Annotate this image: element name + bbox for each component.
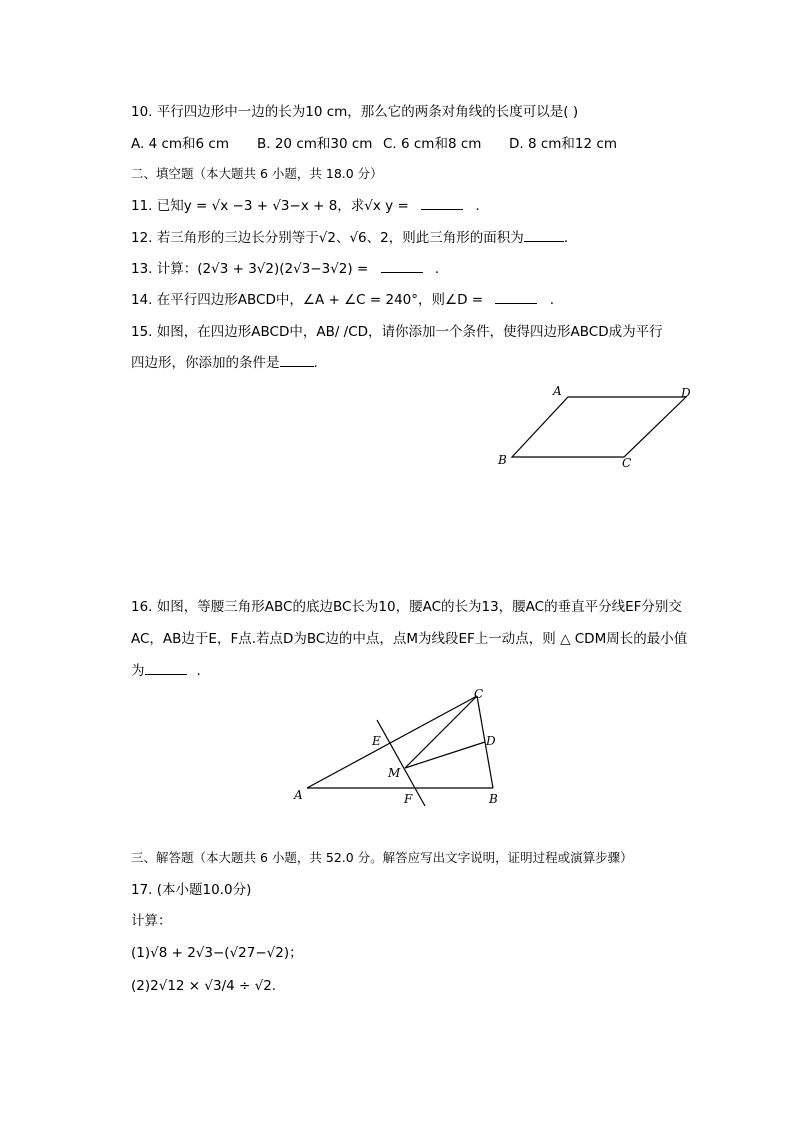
- q12-text: 12. 若三角形的三边长分别等于√2、√6、2，则此三角形的面积为: [131, 230, 524, 246]
- q16-label-m: M: [388, 766, 401, 780]
- q16-perpendicular-bisector-ef: [377, 720, 425, 806]
- q12-tail: .: [563, 230, 569, 246]
- q13: [131, 259, 439, 279]
- q15-label-b: B: [498, 453, 507, 467]
- q15-label-c: C: [622, 456, 632, 470]
- q17-part1: (1)√8 + 2√3−(√27−√2)；: [131, 945, 303, 961]
- q15-parallelogram-figure: [490, 380, 710, 480]
- q16-line1: 16. 如图，等腰三角形ABC的底边BC长为10，腰AC的长为13，腰AC的垂直平分线EF分别交: [131, 599, 682, 615]
- q16-triangle-figure: [280, 680, 520, 820]
- q15-answer-blank: [280, 354, 314, 367]
- q12: [131, 228, 568, 248]
- q15-text: 四边形，你添加的条件是: [131, 355, 280, 371]
- q16-label-c: C: [474, 687, 484, 701]
- q15-line1: 15. 如图，在四边形ABCD中，AB/ /CD，请你添加一个条件，使得四边形ABCD成为平行: [131, 324, 663, 340]
- q10-option-d: D. 8 cm和12 cm: [509, 136, 617, 152]
- q17-intro: 计算：: [131, 913, 172, 929]
- q13-answer-blank: [381, 260, 423, 273]
- q10-options: [131, 134, 617, 154]
- q17-part2: (2)2√12 × √3/4 ÷ √2.: [131, 978, 277, 994]
- q14-tail: .: [549, 292, 555, 308]
- q15-label-d: D: [681, 386, 691, 400]
- q16-line2: AC，AB边于E，F点.若点D为BC边的中点，点M为线段EF上一动点，则 △ CDM周长的最小值: [131, 631, 688, 647]
- q16-line3: [131, 661, 201, 681]
- q14-answer-blank: [495, 291, 537, 304]
- q11: [131, 196, 480, 216]
- q14: [131, 290, 554, 310]
- q15-tail: .: [313, 355, 318, 371]
- q11-answer-blank: [421, 197, 463, 210]
- q16-answer-blank: [145, 662, 187, 675]
- section2-heading: 二、填空题（本大题共 6 小题，共 18.0 分）: [131, 166, 383, 181]
- q13-text: 13. 计算：(2√3 + 3√2)(2√3−3√2) =: [131, 261, 369, 277]
- q11-tail: .: [475, 198, 480, 214]
- q16-label-d: D: [486, 734, 496, 748]
- q11-text: 11. 已知y = √x −3 + √3−x + 8，求√x y =: [131, 198, 409, 214]
- q15-line2: [131, 353, 318, 373]
- q10-stem: 10. 平行四边形中一边的长为10 cm，那么它的两条对角线的长度可以是( ): [131, 104, 579, 120]
- q15-parallelogram: [512, 397, 686, 457]
- q13-tail: .: [434, 261, 440, 277]
- q10-option-a: A. 4 cm和6 cm: [131, 136, 229, 152]
- q10-option-b: B. 20 cm和30 cm: [257, 136, 373, 152]
- q16-text: 为: [131, 663, 145, 679]
- q16-segment-mc: [405, 696, 477, 768]
- q15-label-a: A: [553, 384, 562, 398]
- q17-title: 17. (本小题10.0分): [131, 882, 252, 898]
- q16-label-e: E: [372, 734, 381, 748]
- q12-answer-blank: [524, 229, 564, 242]
- q16-tail: .: [196, 663, 201, 679]
- q16-segment-md: [405, 742, 485, 768]
- q10-option-c: C. 6 cm和8 cm: [383, 136, 482, 152]
- q16-label-b: B: [489, 792, 498, 806]
- q16-label-f: F: [404, 792, 413, 806]
- q14-text: 14. 在平行四边形ABCD中，∠A + ∠C = 240°，则∠D =: [131, 292, 484, 308]
- q16-label-a: A: [294, 788, 303, 802]
- section3-heading: 三、解答题（本大题共 6 小题，共 52.0 分。解答应写出文字说明，证明过程或演算步骤）: [131, 850, 633, 865]
